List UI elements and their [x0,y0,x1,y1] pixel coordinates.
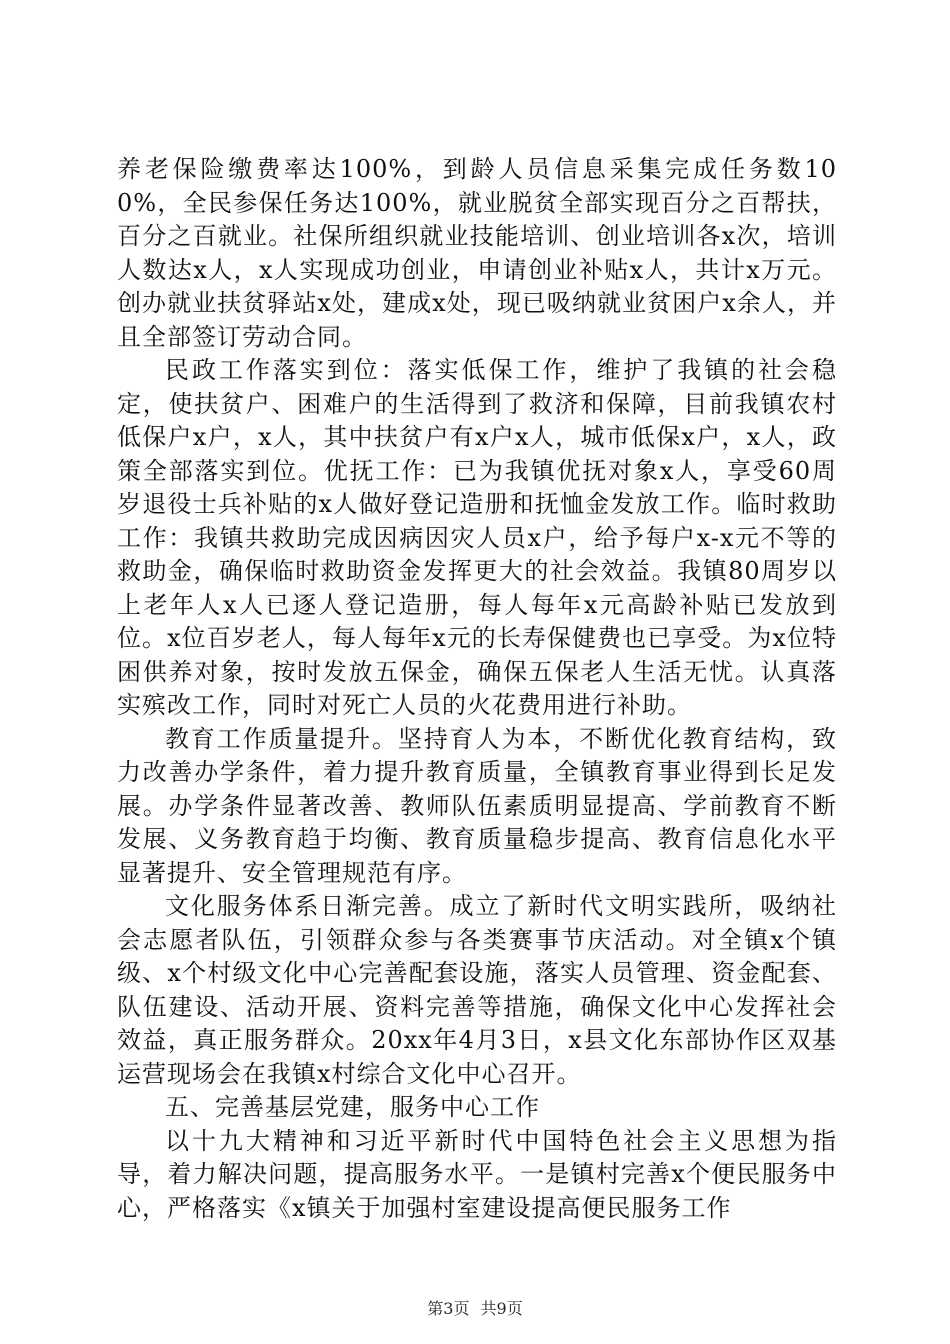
paragraph-education: 教育工作质量提升。坚持育人为本，不断优化教育结构，致力改善办学条件，着力提升教育质量，全镇教育事业得到长足发展。办学条件显著改善、教师队伍素质明显提高、学前教育不断发展、义务教育趋于均衡、教育质量稳步提高、教育信息化水平显著提升、安全管理规范有序。 [117,724,837,887]
page-footer [0,1296,950,1319]
paragraph-party-building: 以十九大精神和习近平新时代中国特色社会主义思想为指导，着力解决问题，提高服务水平。一是镇村完善x个便民服务中心，严格落实《x镇关于加强村室建设提高便民服务工作 [117,1126,837,1222]
paragraph-culture: 文化服务体系日渐完善。成立了新时代文明实践所，吸纳社会志愿者队伍，引领群众参与各类赛事节庆活动。对全镇x个镇级、x个村级文化中心完善配套设施，落实人员管理、资金配套、队伍建设、活动开展、资料完善等措施，确保文化中心发挥社会效益，真正服务群众。20xx年4月3日，x县文化东部协作区双基运营现场会在我镇x村综合文化中心召开。 [117,892,837,1088]
page-number: 第3页 [427,1299,470,1318]
page-total: 共9页 [480,1299,523,1318]
paragraph-civil-affairs: 民政工作落实到位：落实低保工作，维护了我镇的社会稳定，使扶贫户、困难户的生活得到了救济和保障，目前我镇农村低保户x户，x人，其中扶贫户有x户x人，城市低保x户，x人，政策全部落实到位。优抚工作：已为我镇优抚对象x人，享受60周岁退役士兵补贴的x人做好登记造册和抚恤金发放工作。临时救助工作：我镇共救助完成因病因灾人员x户，给予每户x-x元不等的救助金，确保临时救助资金发挥更大的社会效益。我镇80周岁以上老年人x人已逐人登记造册，每人每年x元高龄补贴已发放到位。x位百岁老人，每人每年x元的长寿保健费也已享受。为x位特困供养对象，按时发放五保金，确保五保老人生活无忧。认真落实殡改工作，同时对死亡人员的火花费用进行补助。 [117,356,837,719]
document-body [117,153,837,1225]
paragraph-social-security: 养老保险缴费率达100%，到龄人员信息采集完成任务数100%，全民参保任务达100%，就业脱贫全部实现百分之百帮扶，百分之百就业。社保所组织就业技能培训、创业培训各x次，培训人数达x人，x人实现成功创业，申请创业补贴x人，共计x万元。创办就业扶贫驿站x处，建成x处，现已吸纳就业贫困户x余人，并且全部签订劳动合同。 [117,155,837,351]
section-heading-party-building: 五、完善基层党建，服务中心工作 [165,1093,540,1121]
